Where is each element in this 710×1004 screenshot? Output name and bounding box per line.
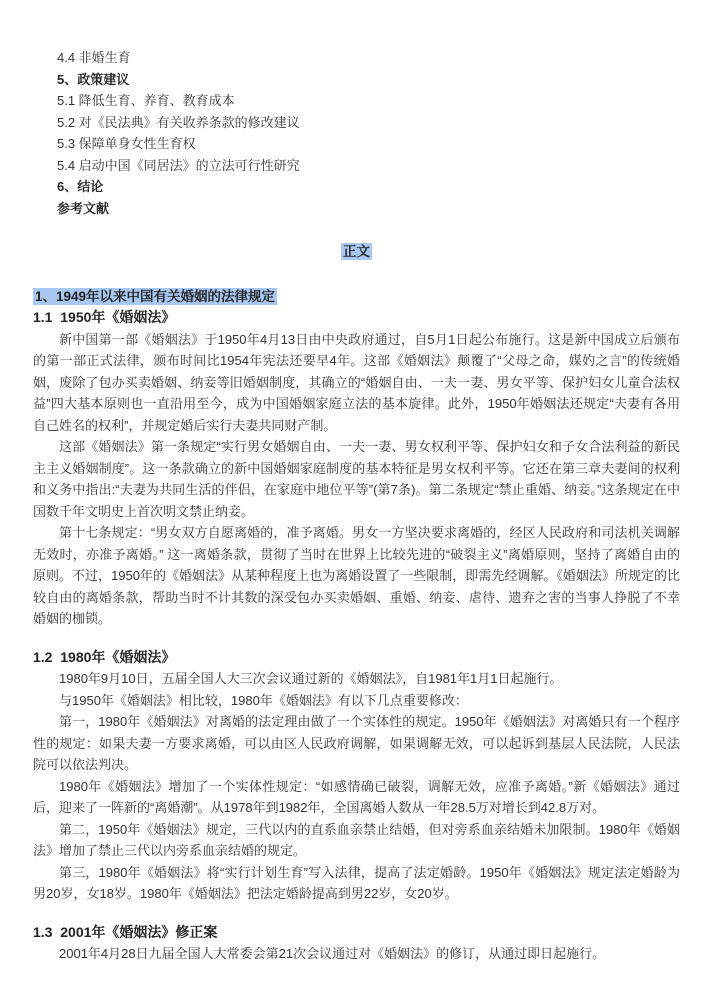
body-marker-row [33,241,680,263]
section-1-2-heading: 1.2 1980年《婚姻法》 [33,648,176,665]
toc-item-4-4: 4.4 非婚生育 [57,50,131,65]
chapter-1-heading-highlighted-text: 1、1949年以来中国有关婚姻的法律规定 [35,288,276,304]
toc-item-5: 5、政策建议 [57,71,130,87]
section-1-1-heading: 1.1 1950年《婚姻法》 [33,309,176,325]
toc-item-5-1: 5.1 降低生育、养育、教育成本 [57,93,235,108]
toc-item-6: 6、结论 [57,179,104,194]
section-1-3-heading: 1.3 2001年《婚姻法》修正案 [33,923,218,940]
table-of-contents [33,47,680,219]
paragraph-1980-change-1: 第一，1980年《婚姻法》对离婚的法定理由做了一个实体性的规定。1950年《婚姻法》对离婚只有一个程序性的规定：如果夫妻一方要求离婚，可以由区人民政府调解，如果调解无效，可以起诉到基层人民法院，人民法院可以依法判决。 [33,714,680,772]
paragraph-1980-passed: 1980年9月10日，五届全国人大三次会议通过新的《婚姻法》，自1981年1月1日起施行。 [59,671,563,686]
paragraph-1980-divorce-wave: 1980年《婚姻法》增加了一个实体性规定：“如感情确已破裂，调解无效，应准予离婚。”新《婚姻法》通过后，迎来了一阵新的“离婚潮”。从1978年到1982年，全国离婚人数从一年28.5万对增长到42.8万对。 [33,778,680,815]
paragraph-1980-change-3: 第三，1980年《婚姻法》将“实行计划生育”写入法律，提高了法定婚龄。1950年《婚姻法》规定法定婚龄为男20岁，女18岁。1980年《婚姻法》把法定婚龄提高到男22岁，女20岁。 [33,864,680,901]
body-marker-highlighted-text: 正文 [343,244,370,259]
toc-item-5-2: 5.2 对《民法典》有关收养条款的修改建议 [57,114,300,130]
toc-item-5-4: 5.4 启动中国《同居法》的立法可行性研究 [57,157,300,173]
toc-item-5-3: 5.3 保障单身女性生育权 [57,136,196,151]
paragraph-1950-overview: 新中国第一部《婚姻法》于1950年4月13日由中央政府通过，自5月1日起公布施行。这是新中国成立后颁布的第一部正式法律，颁布时间比1954年宪法还要早4年。这部《婚姻法》颠覆了“父母之命，媒妁之言”的传统婚姻，废除了包办买卖婚姻、纳妾等旧婚姻制度，其确立的“婚姻自由、一夫一妻、男女平等、保护妇女儿童合法权益”四大基本原则也一直沿用至今，成为中国婚姻家庭立法的基本旋律。此外，1950年婚姻法还规定“夫妻有各用自己姓名的权利”，并规定婚后实行夫妻共同财产制。 [33,331,680,433]
toc-item-references: 参考文献 [57,200,110,216]
paragraph-1950-article17: 第十七条规定：“男女双方自愿离婚的，准予离婚。男女一方坚决要求离婚的，经区人民政府和司法机关调解无效时，亦准予离婚。” 这一离婚条款，贯彻了当时在世界上比较先进的“破裂主义”离婚原则，坚持了离婚自由的原则。不过，1950年的《婚姻法》从某种程度上也为离婚设置了一些限制，即需先经调解。《婚姻法》所规定的比较自由的离婚条款，帮助当时不计其数的深受包办买卖婚姻、重婚、纳妾、虐待、遗弃之害的当事人挣脱了不幸婚姻的枷锁。 [33,525,680,626]
chapter-1-heading [33,286,680,308]
paragraph-2001-amendment: 2001年4月28日九届全国人大常委会第21次会议通过对《婚姻法》的修订，从通过即日起施行。 [59,946,606,961]
paragraph-1950-article1-2: 这部《婚姻法》第一条规定“实行男女婚姻自由、一夫一妻、男女权利平等、保护妇女和子女合法利益的新民主主义婚姻制度”。这一条款确立的新中国婚姻家庭制度的基本特征是男女权利平等。它还在第三章夫妻间的权利和义务中指出:“夫妻为共同生活的伴侣，在家庭中地位平等”(第7条)。第二条规定“禁止重婚、纳妾。”这条规定在中国数千年文明史上首次明文禁止纳妾。 [33,439,680,519]
paragraph-1980-changes-intro: 与1950年《婚姻法》相比较，1980年《婚姻法》有以下几点重要修改： [59,692,468,708]
paragraph-1980-change-2: 第二，1950年《婚姻法》规定，三代以内的直系血亲禁止结婚，但对旁系血亲结婚未加限制。1980年《婚姻法》增加了禁止三代以内旁系血亲结婚的规定。 [33,821,680,858]
